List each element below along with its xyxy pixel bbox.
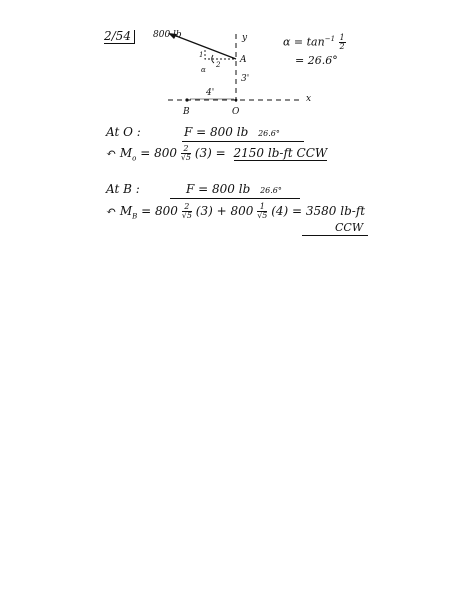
problem-number: 2/54	[104, 30, 135, 44]
dim-vertical-label: 3'	[241, 74, 250, 84]
at-b-moment-lhs: ↶ M	[106, 204, 133, 218]
at-o-moment-result: 2150 lb-ft CCW	[233, 146, 328, 160]
at-o-moment-mid: (3) =	[194, 146, 226, 160]
at-b-frac2-den: √5	[257, 211, 268, 220]
at-o-header: At O :	[106, 125, 141, 139]
x-axis-label: x	[306, 94, 312, 104]
at-b-moment-sub: B	[132, 212, 138, 221]
at-o-fraction	[181, 145, 191, 162]
at-o-moment-sub: o	[132, 154, 137, 163]
at-b-moment-eq: = 800	[141, 204, 178, 218]
at-o-force-angle: 26.6°	[258, 129, 280, 138]
at-b-frac2-num: 1	[257, 203, 267, 212]
at-b-moment-mid2: (4) =	[271, 204, 303, 218]
point-a-label: A	[240, 55, 247, 65]
at-o-force	[184, 126, 280, 138]
at-b-header: At B :	[106, 182, 140, 196]
dim-horizontal-label: 4'	[206, 88, 215, 98]
at-o-moment-lhs: ↶ M	[106, 146, 133, 160]
at-b-force	[186, 183, 282, 195]
at-b-moment-dir: CCW	[335, 221, 364, 234]
at-o-frac-den: √5	[180, 153, 191, 162]
origin-label: O	[232, 107, 240, 117]
point-b-dot	[185, 98, 188, 101]
at-o-frac-num: 2	[181, 145, 191, 154]
force-label: 800 lb	[153, 30, 182, 40]
alpha-frac-den: 2	[339, 42, 345, 51]
at-b-moment	[106, 203, 365, 220]
alpha-value: = 26.6°	[295, 54, 338, 67]
slope-2-label: 2	[216, 61, 221, 69]
alpha-sup: −1	[324, 34, 336, 43]
alpha-fraction	[339, 34, 346, 51]
angle-label: α	[201, 66, 206, 74]
at-b-force-underline	[170, 198, 300, 199]
at-o-moment	[106, 145, 327, 162]
alpha-lhs: α = tan	[283, 35, 325, 49]
at-o-force-underline	[182, 141, 304, 142]
point-b-label: B	[183, 107, 190, 117]
alpha-frac-num: 1	[339, 33, 345, 42]
at-o-moment-eq: = 800	[140, 146, 177, 160]
at-b-force-eq: F = 800 lb	[186, 182, 251, 196]
at-b-fraction-2	[257, 203, 267, 220]
at-b-result-underline	[302, 235, 368, 236]
at-b-force-angle: 26.6°	[260, 186, 282, 195]
y-axis-label: y	[242, 33, 248, 43]
at-b-frac1-den: √5	[181, 211, 192, 220]
alpha-equation	[283, 34, 346, 51]
origin-dot	[235, 99, 238, 102]
at-b-frac1-num: 2	[182, 203, 192, 212]
at-o-force-eq: F = 800 lb	[184, 125, 249, 139]
at-b-fraction-1	[182, 203, 192, 220]
slope-1-label: 1	[199, 51, 204, 59]
at-b-moment-mid1: (3) + 800	[195, 204, 254, 218]
at-b-moment-result: 3580 lb-ft	[305, 204, 366, 218]
